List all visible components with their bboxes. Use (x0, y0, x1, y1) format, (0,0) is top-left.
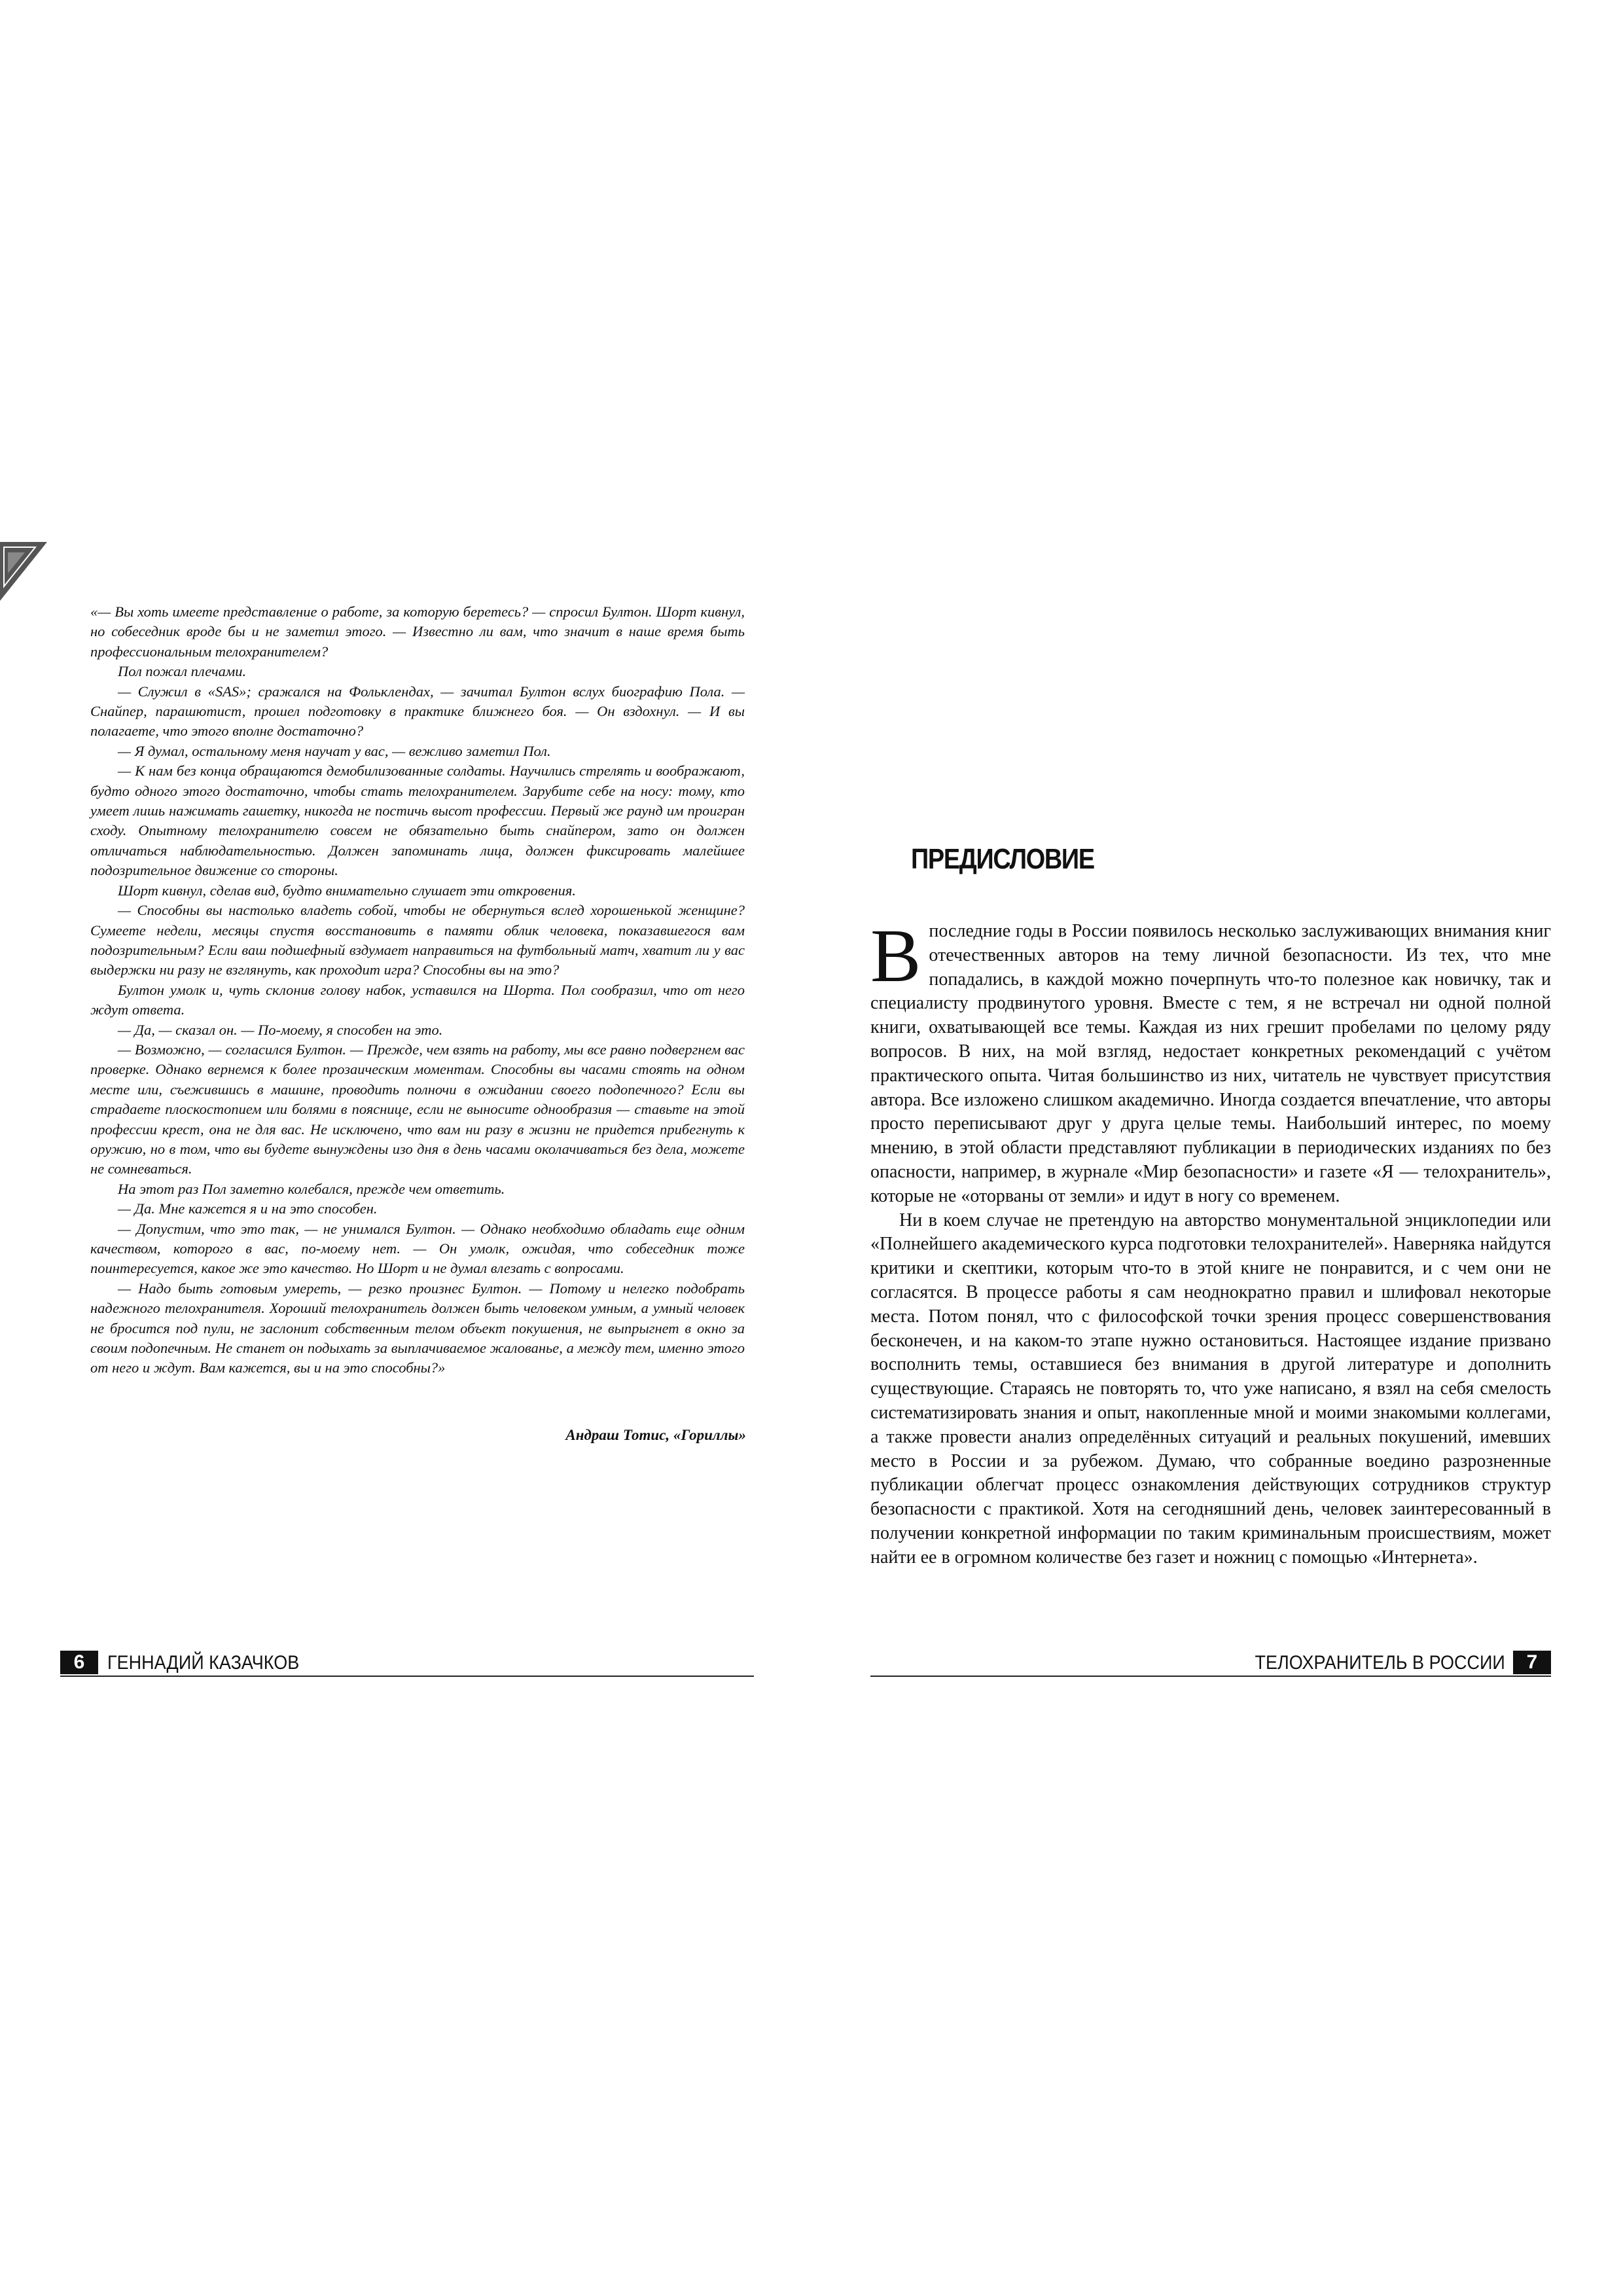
epigraph-paragraph: «— Вы хоть имеете представление о работе, за которую беретесь? — спросил Бултон. Шорт кивнул, но собеседник вроде бы и не заметил этого. — Известно ли вам, что значит в наше время быть профессиональным телохранителем? (90, 603, 745, 660)
running-author: ГЕННАДИЙ КАЗАЧКОВ (107, 1652, 300, 1674)
left-page-footer (60, 1651, 754, 1677)
preface-paragraph-text: последние годы в России появилось несколько заслуживающих внимания книг отечественных авторов на тему личной безопасности. Из тех, что мне попадались, в каждой можно почерпнуть что-то полезное как новичку, так и специалисту продвинутого уровня. Вместе с тем, я не встречал ни одной полной книги, охватывающей все темы. Каждая из них грешит пробелами по целому ряду вопросов. В них, на мой взгляд, недостает конкретных рекомендаций с учётом практического опыта. Читая большинство из них, читатель не чувствует присутствия автора. Все изложено слишком академично. Иногда создается впечатление, что авторы просто переписывают друг у друга целые темы. Наибольший интерес, по моему мнению, в этой области представляют публикации в периодических изданиях по без опасности, например, в журнале «Мир безопасности» и газете «Я — телохранитель», которые не «оторваны от земли» и идут в ногу со временем. (870, 921, 1551, 1206)
epigraph-attribution: Андраш Тотис, «Гориллы» (565, 1427, 746, 1443)
epigraph-paragraph: Бултон умолк и, чуть склонив голову набок, уставился на Шорта. Пол сообразил, что от него ждут ответа. (90, 981, 745, 1018)
epigraph-paragraph: — Я думал, остальному меня научат у вас, — вежливо заметил Пол. (118, 742, 551, 759)
preface-body (870, 914, 1551, 1570)
epigraph-paragraph: — К нам без конца обращаются демобилизованные солдаты. Научились стрелять и воображают, будто одного этого достаточно, чтобы стать телохранителем. Зарубите себе на носу: тому, кто умеет лишь нажимать гашетку, никогда не постичь высот профессии. Первый же раунд им проигран сходу. Опытному телохранителю совсем не обязательно быть снайпером, зато он должен отличаться наблюдательностью. Должен запоминать лица, должен фиксировать малейшее подозрительное движение со стороны. (90, 762, 745, 879)
page-number: 6 (60, 1651, 98, 1674)
epigraph-paragraph: — Да, — сказал он. — По-моему, я способен на это. (118, 1021, 443, 1038)
page-number: 7 (1513, 1651, 1551, 1674)
epigraph-paragraph: Шорт кивнул, сделав вид, будто внимательно слушает эти откровения. (118, 882, 576, 899)
epigraph-paragraph: — Возможно, — согласился Бултон. — Прежде, чем взять на работу, мы все равно подвергнем вас проверке. Однако вернемся к более прозаическим моментам. Способны вы часами стоять на одном месте или, съежившись в машине, проводить полночи в ожидании своего подопечного? Если вы страдаете плоскостопием или болями в пояснице, если не выносите однообразия — ставьте на этой профессии крест, она не для вас. Не исключено, что вам ни разу в жизни не придется прибегнуть к оружию, но в том, что вы будете вынуждены изо дня в день часами околачиваться без дела, можете не сомневаться. (90, 1041, 745, 1177)
epigraph-paragraph: — Служил в «SAS»; сражался на Фольклендах, — зачитал Бултон вслух биографию Пола. — Снайпер, парашютист, прошел подготовку в практике ближнего боя. — Он вздохнул. — И вы полагаете, что этого вполне достаточно? (90, 683, 745, 740)
epigraph-paragraph: На этот раз Пол заметно колебался, прежде чем ответить. (118, 1180, 505, 1197)
drop-cap: В (870, 914, 921, 998)
epigraph-paragraph: — Надо быть готовым умереть, — резко произнес Бултон. — Потому и нелегко подобрать надежного телохранителя. Хороший телохранитель должен быть человеком умным, а умный человек не бросится под пули, не заслонит собственным телом объект покушения, не выпрыгнет в окно за своим подопечным. Не станет он подыхать за выплачиваемое жалованье, а между тем, именно этого от него и ждут. Вам кажется, вы и на это способны?» (90, 1280, 745, 1376)
epigraph-paragraph: — Допустим, что это так, — не унимался Бултон. — Однако необходимо обладать еще одним качеством, которого в вас, по-моему нет. — Он умолк, ожидая, что собеседник тоже поинтересуется, какое же это качество. Но Шорт и не думал влезать с вопросами. (90, 1220, 745, 1277)
epigraph-paragraph: — Да. Мне кажется я и на это способен. (118, 1200, 378, 1217)
right-page-footer (870, 1651, 1551, 1677)
preface-paragraph (870, 914, 1551, 1209)
corner-ornament (0, 542, 47, 601)
running-title: ТЕЛОХРАНИТЕЛЬ В РОССИИ (1255, 1652, 1505, 1674)
epigraph-paragraph: Пол пожал плечами. (118, 663, 247, 680)
epigraph-paragraph: — Способны вы настолько владеть собой, чтобы не обернуться вслед хорошенькой женщине? Сумеете недели, месяцы спустя восстановить в памяти облик человека, показавшегося вам подозрительным? Если ваш подшефный вздумает направиться на футбольный матч, хватит ли у вас выдержки ни разу не взглянуть, как проходит игра? Способны вы на это? (90, 902, 745, 978)
epigraph-column (90, 602, 745, 1378)
section-title: ПРЕДИСЛОВИЕ (911, 843, 1094, 875)
preface-paragraph: Ни в коем случае не претендую на авторство монументальной энциклопедии или «Полнейшего академического курса подготовки телохранителей». Наверняка найдутся критики и скептики, которым что-то в этой книге не понравится, и с чем они не согласятся. В процессе работы я сам неоднократно правил и шлифовал некоторые места. Потом понял, что с философской точки зрения процесс совершенствования бесконечен, и на каком-то этапе нужно остановиться. Настоящее издание призвано восполнить темы, оставшиеся без внимания в другой литературе и дополнить существующие. Стараясь не повторять то, что уже написано, я взял на себя смелость систематизировать знания и опыт, накопленные мной и моими знакомыми коллегами, а также провести анализ определённых ситуаций и реальных покушений, имевших место в России и за рубежом. Думаю, что собранные воедино разрозненные публикации облегчат процесс ознакомления действующих сотрудников структур безопасности с практикой. Хотя на сегодняшний день, человек заинтересованный в получении конкретной информации по таким криминальным происшествиям, может найти ее в огромном количестве без газет и ножниц с помощью «Интернета». (870, 1210, 1551, 1568)
